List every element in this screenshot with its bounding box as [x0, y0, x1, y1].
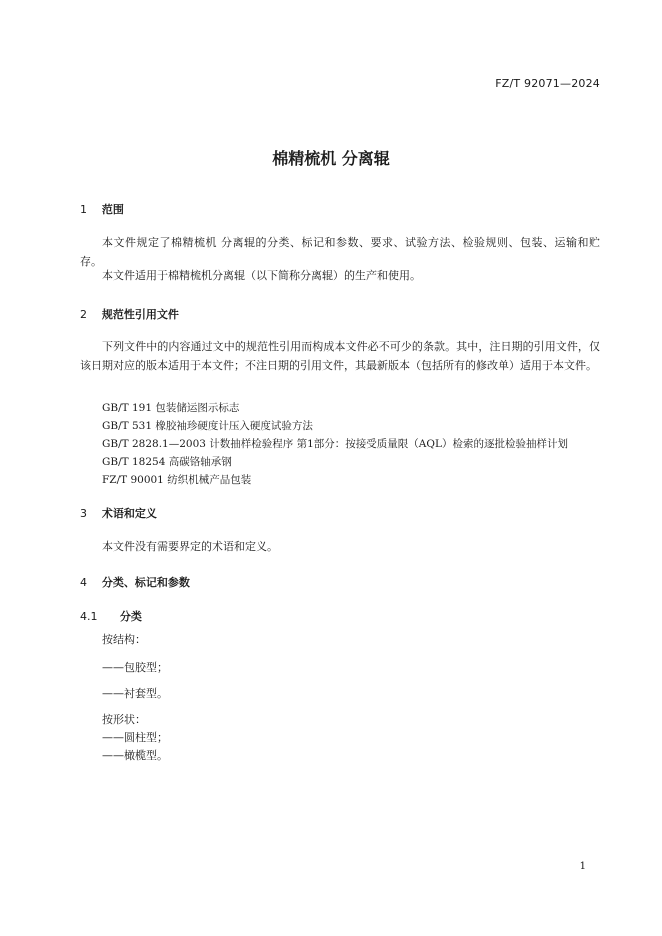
reference-item: GB/T 191 包装储运图示标志	[102, 402, 240, 414]
list-item: ——橄榄型。	[102, 749, 168, 762]
by-shape-label: 按形状：	[102, 713, 146, 726]
list-item: ——衬套型。	[102, 687, 168, 700]
subsection-number: 4.1	[80, 610, 98, 623]
standard-code: FZ/T 92071—2024	[495, 77, 600, 90]
section-title: 分类、标记和参数	[101, 576, 190, 589]
section-title: 范围	[101, 203, 124, 216]
document-title: 棉精梳机 分离辊	[272, 149, 390, 168]
list-item: ——圆柱型；	[102, 731, 168, 744]
subsection-heading-classification	[80, 608, 142, 624]
section-number: 2	[80, 308, 87, 321]
section-title: 规范性引用文件	[101, 308, 179, 321]
references-intro-paragraph: 下列文件中的内容通过文中的规范性引用而构成本文件必不可少的条款。其中，注日期的引用文件，仅该日期对应的版本适用于本文件；不注日期的引用文件，其最新版本（包括所有的修改单）适用于本文件。	[80, 340, 600, 372]
reference-item: GB/T 531 橡胶袖珍硬度计压入硬度试验方法	[102, 420, 313, 432]
section-number: 4	[80, 576, 87, 589]
terms-paragraph: 本文件没有需要界定的术语和定义。	[102, 540, 278, 553]
page-number: 1	[579, 861, 586, 872]
section-heading-terms	[80, 505, 157, 521]
section-heading-scope	[80, 201, 124, 217]
section-heading-classification	[80, 574, 190, 590]
subsection-title: 分类	[119, 610, 142, 623]
section-number: 1	[80, 203, 87, 216]
by-structure-label: 按结构：	[102, 633, 146, 646]
reference-item: GB/T 2828.1—2003 计数抽样检验程序 第1部分：按接受质量限（AQL）检索的逐批检验抽样计划	[102, 438, 568, 450]
reference-item: FZ/T 90001 纺织机械产品包装	[102, 474, 252, 486]
scope-paragraph-2: 本文件适用于棉精梳机分离辊（以下简称分离辊）的生产和使用。	[102, 269, 421, 282]
reference-item: GB/T 18254 高碳铬轴承钢	[102, 456, 232, 468]
section-heading-normative-references	[80, 306, 179, 322]
scope-paragraph-1: 本文件规定了棉精梳机 分离辊的分类、标记和参数、要求、试验方法、检验规则、包装、运输和贮存。	[80, 236, 600, 268]
section-number: 3	[80, 507, 87, 520]
section-title: 术语和定义	[101, 507, 157, 520]
list-item: ——包胶型；	[102, 661, 168, 674]
